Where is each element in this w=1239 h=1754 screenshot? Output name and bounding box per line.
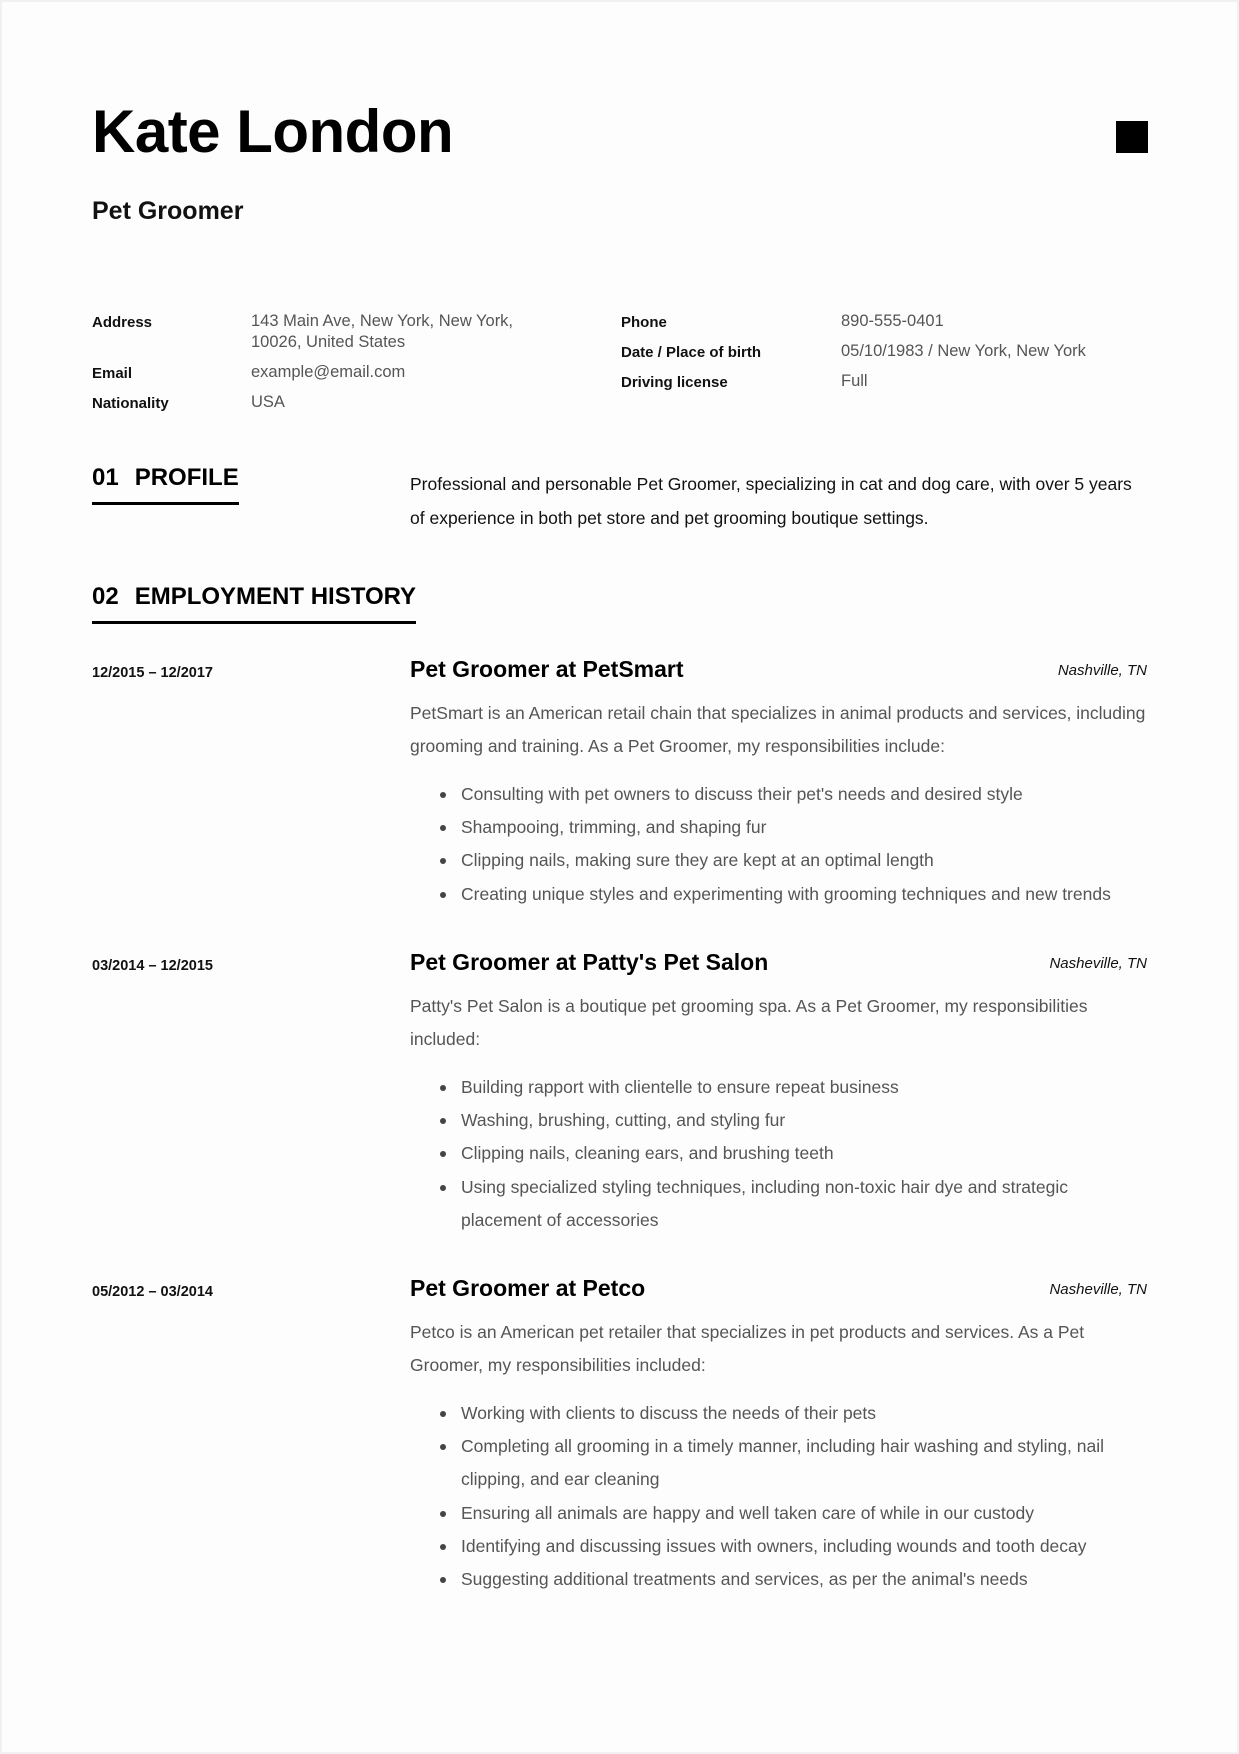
job-description: Petco is an American pet retailer that specializes in pet products and services. As a Pet Groomer, my responsibilities included:	[410, 1322, 1085, 1375]
address-value	[251, 311, 513, 354]
resume-page	[2, 2, 1237, 1752]
birth-value: 05/10/1983 / New York, New York	[841, 342, 1086, 360]
birth-label: Date / Place of birth	[621, 344, 762, 361]
list-item: Clipping nails, cleaning ears, and brushing teeth	[410, 1137, 1130, 1170]
license-label: Driving license	[621, 374, 728, 391]
list-item: Identifying and discussing issues with owners, including wounds and tooth decay	[410, 1530, 1130, 1563]
list-item: Working with clients to discuss the needs of their pets	[410, 1397, 1130, 1430]
list-item: Suggesting additional treatments and services, as per the animal's needs	[410, 1563, 1130, 1596]
license-value: Full	[841, 372, 868, 390]
job-description: Patty's Pet Salon is a boutique pet grooming spa. As a Pet Groomer, my responsibilities included:	[410, 996, 1088, 1049]
phone-label: Phone	[621, 314, 667, 331]
job-title: Pet Groomer at PetSmart	[410, 656, 684, 682]
email-label: Email	[92, 365, 133, 382]
logo-square	[1116, 121, 1148, 153]
job-dates: 05/2012 – 03/2014	[92, 1284, 213, 1300]
email-value: example@email.com	[251, 363, 406, 381]
nationality-label: Nationality	[92, 395, 169, 412]
profile-number: 01	[92, 464, 119, 491]
job-responsibilities	[410, 1397, 1130, 1596]
address-label: Address	[92, 314, 153, 331]
job-responsibilities	[410, 778, 1130, 911]
employment-heading-text: EMPLOYMENT HISTORY	[134, 583, 417, 610]
list-item: Completing all grooming in a timely manner, including hair washing and styling, nail clipping, and ear cleaning	[410, 1430, 1130, 1496]
job-dates: 03/2014 – 12/2015	[92, 958, 213, 974]
phone-value: 890-555-0401	[841, 312, 944, 330]
job-title: Pet Groomer at Petco	[410, 1275, 646, 1301]
list-item: Building rapport with clientelle to ensure repeat business	[410, 1071, 1130, 1104]
job-responsibilities	[410, 1071, 1130, 1237]
job-location: Nasheville, TN	[1049, 1281, 1147, 1298]
employment-number: 02	[92, 583, 119, 610]
nationality-value: USA	[251, 393, 285, 411]
job-location: Nasheville, TN	[1049, 955, 1147, 972]
profile-heading	[92, 466, 239, 505]
employment-heading	[92, 585, 416, 624]
candidate-name: Kate London	[92, 98, 454, 165]
job-location: Nashville, TN	[1057, 662, 1147, 679]
list-item: Washing, brushing, cutting, and styling fur	[410, 1104, 1130, 1137]
profile-text: Professional and personable Pet Groomer, specializing in cat and dog care, with over 5 years of experience in both pet store and pet grooming boutique settings.	[410, 474, 1132, 528]
list-item: Consulting with pet owners to discuss their pet's needs and desired style	[410, 778, 1130, 811]
job-title: Pet Groomer at Patty's Pet Salon	[410, 949, 769, 975]
job-dates: 12/2015 – 12/2017	[92, 665, 213, 681]
candidate-title: Pet Groomer	[92, 197, 244, 225]
list-item: Clipping nails, making sure they are kept at an optimal length	[410, 844, 1130, 877]
list-item: Creating unique styles and experimenting with grooming techniques and new trends	[410, 878, 1130, 911]
job-description: PetSmart is an American retail chain that specializes in animal products and services, including grooming and training. As a Pet Groomer, my responsibilities include:	[410, 703, 1146, 756]
list-item: Shampooing, trimming, and shaping fur	[410, 811, 1130, 844]
list-item: Ensuring all animals are happy and well taken care of while in our custody	[410, 1497, 1130, 1530]
address-line-1: 143 Main Ave, New York, New York,	[251, 312, 514, 330]
list-item: Using specialized styling techniques, including non-toxic hair dye and strategic placement of accessories	[410, 1171, 1130, 1237]
profile-heading-text: PROFILE	[134, 464, 239, 491]
address-line-2: 10026, United States	[251, 333, 406, 352]
